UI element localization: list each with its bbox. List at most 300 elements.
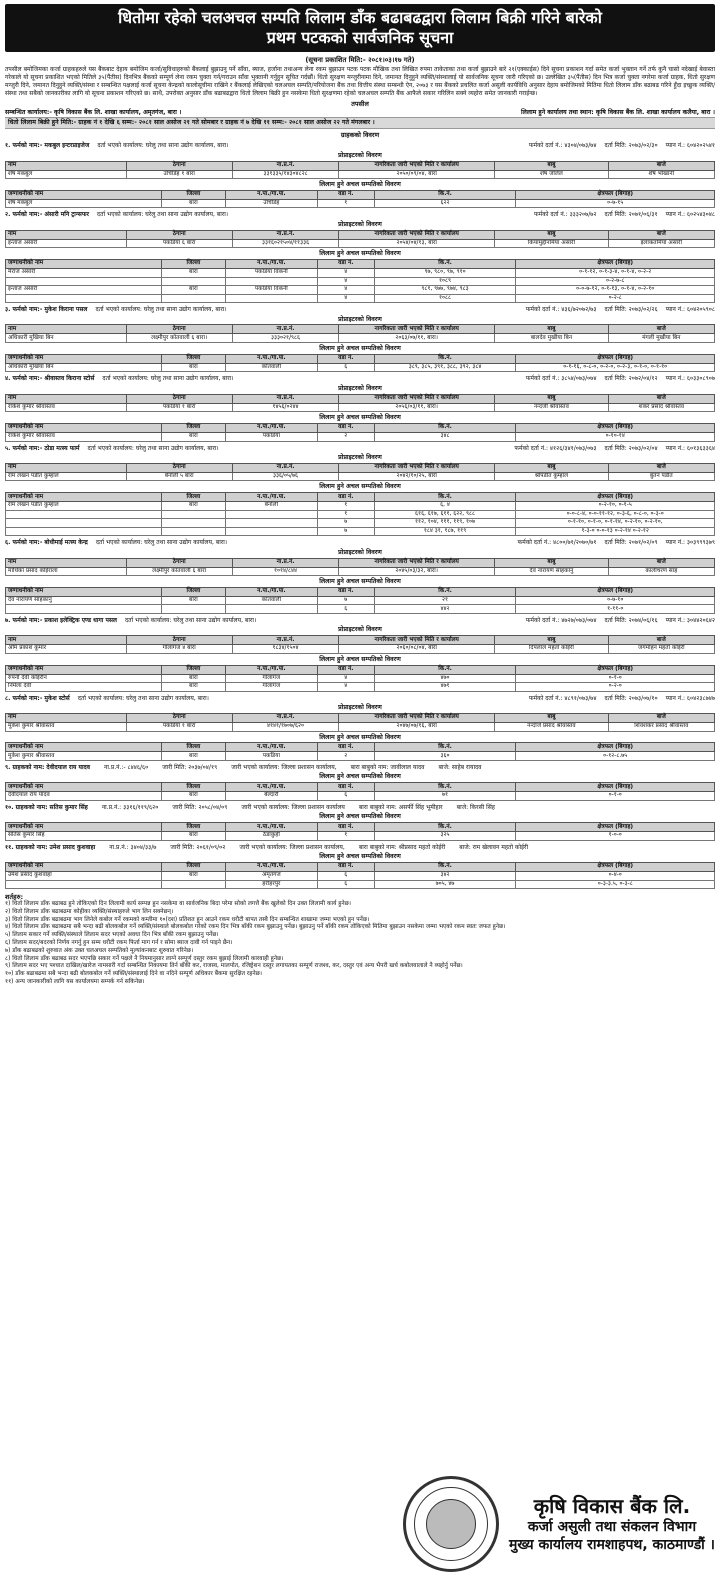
table-cell: ७१ (374, 792, 516, 801)
firm-section (5, 142, 715, 208)
column-header: ना.प्र.नं. (232, 325, 338, 334)
table-cell: पकडिया (225, 433, 317, 442)
column-header: नाम (6, 325, 127, 334)
table-cell: बारा (161, 433, 225, 442)
department-name: कर्जा असुली तथा संकलन विभाग (527, 1519, 697, 1535)
table-cell: ०-१२-८.७५ (516, 752, 715, 761)
firm-registration-date: दर्ता मिति: २०७३/०२/२६ (604, 306, 658, 314)
table-cell: ६ (317, 872, 374, 881)
firm-registration-office: दर्ता भएको कार्यालय: घरेलु तथा साना उद्योग कार्यालय, बारा। (87, 444, 219, 452)
table-cell: १०८९ (374, 277, 516, 286)
table-cell: २०६०/०८/०४, बारा (339, 645, 495, 654)
land-heading: लिलाम हुने अचल सम्पतिको विवरण (319, 733, 401, 741)
table-cell: ७ (317, 527, 374, 536)
intro-paragraph: तपसील बमोजिमका कर्जा ग्राहकहरुले यस बैंकबाट देहाय बमोजिम कर्जा/सुविधाहरुको बैंकलाई बुझाउनु पर्ने साँवा, ब्याज, हर्जाना तथाअन्य लेना रकम बुझाउन पटक पटक मौखिक तथा लिखित रुपमा ताकेताका तथा कर्जा बुझाउने बारे २१(एक्काईस) दिने सूचना प्रकाशन गर्दा समेत कर्जा भुक्तान गर्ने तर्फ कुनै चासो नदेखाई बेवास्ता गरेकाले यो सूचना प्रकाशित भएको मितिले ३५(पैंतीस) दिनभित्र बैंकको सम्पूर्ण लेना रकम चुक्ता गर्न/गराउन साँवा भुक्तानी गर्नुहुन सूचित गर्दछौं। धितो सुरक्षण मन्जुरीनामा दिने, जमानत दिनुहुने व्यक्ति/संस्थालाई यो सार्वजनिक सूचना जारी गरिएको छ। उल्लेखित ३५(पैंतीस) दिन भित्र कर्जा चुक्ता नगरेमा कर्जा ग्राहक, धितो सुरक्षण मन्जुरी दिने, जमानत दिनुहुने व्यक्ति/संस्था र सम्बन्धित पक्षलाई कर्जा सूचना केन्द्रको कालोसूचीमा राखिने र बैंकलाई लेखिएको चलअचल सम्पति/परियोजना बैंक तथा वित्तीय संस्था सम्बन्धी ऐन, २०७३ र यस बैंकको प्रचलित कर्जा असुली कार्यविधि अनुसार देहाय बमोजिमको मितिमा धितो लिलाम डाँक बढाबढ गरिने हुँदा इच्छुक व्यक्ति/संस्था तथा सबैको जानकारीका लागि यो सूचना प्रकाशन गरिएको छ। साथै, उपरोक्त अनुसार डाँक बढाबढद्वारा धितो लिलाम बिक्री हुन नसकेमा धितो सुरक्षणमा रहेको चलअचल सम्पति बैंक आफैले सकार गरिलिन सक्ने व्यहोरा समेत जानकारी गराईन्छ। (5, 66, 715, 97)
land-table (5, 822, 715, 841)
table-cell: राम लखन पंडीत कुम्हाल (6, 472, 127, 481)
terms-list (5, 901, 715, 987)
table-cell: १८४ ३१, १८७, ११९ (374, 527, 516, 536)
proprietor-table (5, 324, 715, 343)
client-detail: जारी मिति: २०५८/०४/०९ (172, 803, 228, 811)
individual-client-section (5, 764, 715, 801)
table-cell: ०-१-१६, ०-८-०, ०-२-०, ०-२-३, ०-१-०, ०-१-१० (516, 363, 715, 372)
table-header-row (6, 743, 715, 752)
firm-info-line (5, 539, 715, 547)
term-item: ९) लिलाम सदर भए पश्चात दाखिल/खारेज नामसारी गर्दा सम्बन्धित निकायमा तिर्न बाँकी कर, राजस्व, मालपोत, रजिष्ट्रेशन दस्तुर लगायतका सम्पूर्ण राजश्व, कर, दस्तुर एवं अन्य भैपरी खर्च कबोलवालाले नै व्यहोर्नु पर्नेछ। (5, 963, 463, 970)
firm-pan-number: प्यान नं.: ३०४४२०६४२ (665, 616, 715, 624)
firm-section (5, 445, 715, 537)
table-header-row (6, 665, 715, 674)
column-header: क्षेत्रफल (बिगाह) (516, 743, 715, 752)
firm-registration-office: दर्ता भएको कार्यालय: घरेलु तथा साना उद्योग कार्यालय, बारा। (97, 142, 229, 150)
firm-info-line (5, 375, 715, 383)
land-heading: लिलाम हुने अचल सम्पतिको विवरण (319, 655, 401, 663)
column-header: नाम (6, 463, 127, 472)
land-heading: लिलाम हुने अचल सम्पतिको विवरण (319, 414, 401, 422)
column-header: बाबु (495, 714, 608, 723)
proprietor-heading: प्रोप्राइटरको विवरण (338, 151, 382, 159)
client-detail: जारी भएको कार्यालय: जिल्ला प्रशासन कार्यालय (241, 803, 345, 811)
table-cell: ९८१, ९७७, ९७४, ९८३ (374, 286, 516, 295)
table-cell: ३३३०२१/९८६ (232, 334, 338, 343)
column-header: ना.प्र.नं. (232, 463, 338, 472)
table-cell: ४ (317, 277, 374, 286)
table-cell: गोलागंज ४ बारा (126, 645, 232, 654)
table-cell: ४४२ (374, 605, 516, 614)
firm-pan-number: प्यान नं.: ६०१३६३३६४ (665, 444, 715, 452)
table-cell: ३३१३३५/१४३०४८२८ (232, 170, 338, 179)
term-item: ११) अन्य जानकारीको लागि यस कार्यालयमा सम्पर्क गर्न सकिनेछ। (5, 978, 145, 985)
table-cell: ४ (317, 683, 374, 692)
column-header: जिल्ला (161, 863, 225, 872)
column-header: न.पा./गा.पा. (225, 823, 317, 832)
table-cell: निर्मला देवी (6, 683, 162, 692)
table-cell: पकडिया (225, 752, 317, 761)
column-header: कि.नं. (374, 743, 516, 752)
column-header: जिल्ला (161, 424, 225, 433)
column-header: क्षेत्रफल (बिगाह) (516, 783, 715, 792)
client-detail: बाजे: साहेब रायादव (438, 763, 482, 771)
firm-registration-office: दर्ता भएको कार्यालय: घरेलु तथा साना उद्योग कार्यालय, बारा। (95, 539, 228, 547)
table-cell: पकडिया १ बारा (126, 723, 232, 732)
column-header: जग्गाधनीको नाम (6, 260, 162, 269)
proprietor-table (5, 394, 715, 413)
table-cell: बालदेव मुखीया बिन (495, 334, 608, 343)
table-row (6, 269, 715, 278)
column-header: नागरिकता जारी भएको मिति र कार्यालय (339, 558, 495, 567)
table-cell: ०-७-१५ (516, 199, 715, 208)
table-cell: सतिस कुमार सिंह (6, 832, 162, 841)
table-header-row (6, 587, 715, 596)
table-cell: ०-२-१०, ०-१-५ (516, 502, 715, 511)
column-header: ठेगाना (126, 325, 232, 334)
column-header: ना.प्र.नं. (232, 636, 338, 645)
table-cell: ०-०-८-४, ०-०-११-१२, ०-३-६, ०-८-०, ०-३-० (516, 510, 715, 519)
table-cell: १८३४/१५०४ (232, 645, 338, 654)
column-header: बाबु (495, 394, 608, 403)
land-table (5, 862, 715, 889)
table-cell (225, 519, 317, 528)
table-row (6, 567, 715, 576)
column-header: बाबु (495, 230, 608, 239)
table-cell (6, 527, 162, 536)
table-cell: ७०५, ४७ (374, 880, 516, 889)
bank-name: कृषि विकास बैंक लि. (533, 1494, 691, 1518)
table-cell: देवीदयाल राय यादव (6, 792, 162, 801)
table-cell: बारा (161, 752, 225, 761)
firm-name: २. फर्मको नाम:- अंसारी मनि ट्रान्सफर (5, 211, 89, 219)
column-header: न.पा./गा.पा. (225, 863, 317, 872)
column-header: न.पा./गा.पा. (225, 424, 317, 433)
table-cell: ३२५ (374, 832, 516, 841)
table-row (6, 674, 715, 683)
table-cell: शिवशंकर प्रसाद श्रीवास्तव (608, 723, 714, 732)
table-row (6, 433, 715, 442)
table-cell: २०५४/०४/१३, बारा (339, 239, 495, 248)
term-item: ७) डाँक बढाबढको शुरुवात अंक उक्त चलअचल सम्पतिको मूल्यांकनबाट शुरुवात गरिनेछ। (5, 947, 194, 954)
footer (5, 1474, 715, 1574)
column-header: बाजे (608, 636, 714, 645)
column-header: जिल्ला (161, 260, 225, 269)
firm-registration-date: दर्ता मिति: २०७१/०६/३१ (604, 211, 658, 219)
table-cell: बारा (161, 502, 225, 511)
client-detail: ना.प्र.नं.: ३३१६/११९/६२० (101, 803, 159, 811)
table-cell: ३८९, ३८५, ३९१, ३८८, ३९२, ३८४ (374, 363, 516, 372)
term-item: १) धितो लिलाम डाँक बढाबढ हुने तोकिएको दिन लिलामी कार्य सम्पन्न हुन नसकेमा वा सार्वजनिक बिदा परेमा सोको लगत्तै बैंक खुलेको दिन उक्त लिलामी कार्य हुनेछ। (5, 901, 352, 908)
proprietor-heading: प्रोप्राइटरको विवरण (338, 626, 382, 634)
table-cell: ०-४-० (516, 872, 715, 881)
table-cell: ३६० (374, 752, 516, 761)
column-header: नागरिकता जारी भएको मिति र कार्यालय (339, 463, 495, 472)
table-cell: कोतवाली (225, 363, 317, 372)
table-row (6, 527, 715, 536)
proprietor-heading: प्रोप्राइटरको विवरण (338, 548, 382, 556)
column-header: नाम (6, 714, 127, 723)
table-row (6, 832, 715, 841)
table-cell: बारा (161, 674, 225, 683)
table-cell: ओम प्रकाश कुमार (6, 645, 127, 654)
firm-pan-number: प्यान नं.: ३०३९९९३७९ (665, 539, 715, 547)
firm-registration-number: फर्मको दर्ता नं.: ४१२६/३४१/०७३/०७३ (514, 444, 597, 452)
column-header: जग्गाधनीको नाम (6, 863, 162, 872)
firm-name: ७. फर्मको नाम:- प्रकाश इलेक्ट्रिक एण्ड धागा पसल (5, 616, 117, 624)
column-header: न.पा./गा.पा. (225, 493, 317, 502)
individual-client-section (5, 804, 715, 841)
column-header: न.पा./गा.पा. (225, 587, 317, 596)
table-cell (161, 510, 225, 519)
table-cell: बारा (161, 199, 225, 208)
table-row (6, 239, 715, 248)
proprietor-heading: प्रोप्राइटरको विवरण (338, 454, 382, 462)
table-cell: पकडिया विकनी (225, 269, 317, 278)
firm-name: १. फर्मको नाम:- मकबुल इन्टरप्राइजेज (5, 142, 90, 150)
land-table (5, 492, 715, 536)
column-header: जग्गाधनीको नाम (6, 354, 162, 363)
table-cell (6, 880, 162, 889)
column-header: वडा नं. (317, 354, 374, 363)
firm-registration-number: फर्मको दर्ता नं.: ४३६/७२०७२/७३ (525, 306, 597, 314)
table-row (6, 723, 715, 732)
table-cell: इलाकतमिया अंसारी (608, 239, 714, 248)
firm-registration-office: दर्ता भएको कार्यालय: घरेलु तथा साना उद्योग कार्यालय, बारा। (77, 694, 209, 702)
term-item: ४) धितो लिलाम डाँक बढाबढमा सबै भन्दा बढी बोलकबोल गर्ने व्यक्ति/संस्थाले बोलकबोल गरेको रकम दिन भित्र बाँकी रकम बुझाउनु पर्नेछ। बुझाउनु पर्ने बाँकी रकम तोकिएको मितिमा बुझाउन नसकेमा जम्मा भएको रकम स्वतः जफत हुनेछ। (5, 924, 506, 931)
table-cell: जगमोहन महतो कोईरी (608, 645, 714, 654)
table-cell: श्रीपंडीत कुम्हाल (495, 472, 608, 481)
column-header: कि.नं. (374, 665, 516, 674)
land-table (5, 665, 715, 692)
publication-date: (सूचना प्रकाशित मिति:- २०८१।०३।१७ गते) (305, 56, 415, 64)
firm-registration-date: दर्ता मिति: २०७१/०२/०९ (604, 539, 658, 547)
table-row (6, 170, 715, 179)
table-row (6, 683, 715, 692)
column-header: जग्गाधनीको नाम (6, 743, 162, 752)
table-cell: बेनौली ५ बारा (126, 472, 232, 481)
table-cell: १-०-० (516, 832, 715, 841)
column-header: क्षेत्रफल (बिगाह) (516, 493, 715, 502)
table-header-row (6, 161, 715, 170)
firm-registration-office: दर्ता भएको कार्यालय: घरेलु तथा साना उद्योग कार्यालय, बारा। (102, 375, 234, 383)
table-header-row (6, 493, 715, 502)
column-header: नागरिकता जारी भएको मिति र कार्यालय (339, 230, 495, 239)
table-cell: ९७, ९८०, ९७, ९१० (374, 269, 516, 278)
table-cell: ४ (317, 286, 374, 295)
table-header-row (6, 823, 715, 832)
table-row (6, 519, 715, 528)
table-cell: १ (317, 832, 374, 841)
column-header: जिल्ला (161, 493, 225, 502)
seal-emblem-icon (426, 1499, 476, 1549)
table-cell: ४ (317, 269, 374, 278)
table-cell: १-३-० ०-०-१३ ०-२-१४ ०-२-१२ (516, 527, 715, 536)
column-header: जिल्ला (161, 823, 225, 832)
land-heading: लिलाम हुने अचल सम्पतिको विवरण (319, 853, 401, 861)
column-header: ठेगाना (126, 463, 232, 472)
table-cell: २०५६/०३/११, बारा। (339, 403, 495, 412)
column-header: जिल्ला (161, 354, 225, 363)
firm-registration-date: दर्ता मिति: २०७४/०६/१६ (604, 616, 658, 624)
table-cell: ०-३-३.५, ०-३-८ (516, 880, 715, 889)
term-item: १०) डाँक बढाबढमा सबै भन्दा बढी बोलकबोल गर्ने व्यक्ति/संस्थालाई दिने वा नदिने सम्पूर्ण अधिकार बैंकमा सुरक्षित रहनेछ। (5, 971, 262, 978)
firm-info-line (5, 306, 715, 314)
firm-name: ६. फर्मको नाम:- बोधीमाई मत्स्य केन्द्र (5, 539, 88, 547)
table-header-row (6, 714, 715, 723)
column-header: क्षेत्रफल (बिगाह) (516, 190, 715, 199)
individual-client-section (5, 844, 715, 889)
head-office: मुख्य कार्यालय रामशाहपथ, काठमाण्डौं । (508, 1536, 715, 1553)
table-cell (6, 519, 162, 528)
table-cell (161, 277, 225, 286)
firm-registration-date: दर्ता मिति: २०७२/०४/१२ (604, 375, 658, 383)
term-item: ३) धितो लिलाम डाँक बढाबढमा भाग लिनेले कबोल गर्ने रकमको कम्तीमा १०(दश) प्रतिशत हुन आउने रकम धरौटी बापत तस्वै दिन सम्बन्धित शाखामा जम्मा भएको हुन पर्नेछ। (5, 916, 370, 923)
table-header-row (6, 354, 715, 363)
firm-registration-number: फर्मको दर्ता नं.: ४७२७/०७३/०७४ (525, 616, 597, 624)
land-table (5, 190, 715, 209)
client-detail: ना.प्र.नं.:- ८४४६/६० (104, 763, 149, 771)
table-cell: बारा (161, 832, 225, 841)
column-header: बाबु (495, 636, 608, 645)
proprietor-table (5, 230, 715, 249)
proprietor-table (5, 161, 715, 180)
table-cell: ४७१ (374, 683, 516, 692)
column-header: वडा नं. (317, 424, 374, 433)
firm-registration-number: फर्मको दर्ता नं.: ४८९१/०७३/७४ (528, 694, 597, 702)
firm-list (5, 142, 715, 761)
table-cell: ४ (317, 294, 374, 303)
column-header: ठेगाना (126, 161, 232, 170)
column-header: ठेगाना (126, 636, 232, 645)
related-office: सम्बन्धित कार्यालय:- कृषि विकास बैंक लि. शाखा कार्यालय, अमृतगंज, बारा । (5, 108, 182, 116)
firm-pan-number: प्यान नं.: ६०४२०२५४१ (665, 142, 715, 150)
table-header-row (6, 463, 715, 472)
column-header: ना.प्र.नं. (232, 230, 338, 239)
firm-registration-date: दर्ता मिति: २०७३/०२/३० (604, 142, 658, 150)
column-header: वडा नं. (317, 260, 374, 269)
proprietor-heading: प्रोप्राइटरको विवरण (338, 384, 382, 392)
column-header: नागरिकता जारी भएको मिति र कार्यालय (339, 394, 495, 403)
table-header-row (6, 863, 715, 872)
table-row (6, 363, 715, 372)
table-cell: ०-१-० (516, 674, 715, 683)
table-cell: कियामुद्दीनमिया अंसारी (495, 239, 608, 248)
table-cell: बारा (161, 596, 225, 605)
column-header: न.पा./गा.पा. (225, 783, 317, 792)
tapsil-heading: तपसील (351, 99, 369, 108)
table-cell (161, 527, 225, 536)
table-cell: रुपनी देवी कोईरीन (6, 674, 162, 683)
table-cell: लक्ष्मीपुर कोतवाली ६ बारा (126, 567, 232, 576)
client-details-heading: ग्राहकको विवरण (340, 131, 380, 140)
column-header: वडा नं. (317, 665, 374, 674)
table-row (6, 596, 715, 605)
table-row (6, 645, 715, 654)
table-cell (161, 294, 225, 303)
table-row (6, 752, 715, 761)
column-header: ना.प्र.नं. (232, 394, 338, 403)
table-cell: ठेडाकुही (225, 832, 317, 841)
column-header: क्षेत्रफल (बिगाह) (516, 354, 715, 363)
column-header: कि.नं. (374, 493, 516, 502)
table-cell: ६ (317, 605, 374, 614)
column-header: जग्गाधनीको नाम (6, 587, 162, 596)
firm-registration-number: फर्मको दर्ता नं.: ४८००/७१/२०७०/७१ (517, 539, 597, 547)
table-cell: गोलागंज (225, 674, 317, 683)
firm-registration-office: दर्ता भएको कार्यालय: घरेलु तथा साना उद्योग कार्यालय, बारा। (95, 306, 227, 314)
land-table (5, 742, 715, 761)
firm-section (5, 375, 715, 441)
table-cell: १०८८ (374, 294, 516, 303)
column-header: वडा नं. (317, 493, 374, 502)
table-cell: २०४७/०७/१६, बारा (339, 723, 495, 732)
table-cell: २०६३/०७/११, बारा। (339, 334, 495, 343)
table-cell: बारा (161, 286, 225, 295)
firm-pan-number: प्यान नं.: ६०४२०५९०८ (665, 306, 715, 314)
column-header: ठेगाना (126, 714, 232, 723)
table-cell: बारा (161, 363, 225, 372)
table-row (6, 277, 715, 286)
table-cell: कालीचरण साह (608, 567, 714, 576)
bank-seal-logo (403, 1476, 499, 1572)
table-row (6, 403, 715, 412)
client-detail: जारी भएको कार्यालय: जिल्ला प्रशासन कार्यालय, (239, 843, 345, 851)
table-cell (161, 880, 225, 889)
firm-registration-number: फर्मको दर्ता नं.: ३३३२०७/७२ (534, 211, 597, 219)
table-cell: ०-२-८ (516, 294, 715, 303)
table-cell: ७ (317, 519, 374, 528)
term-item: ५) लिलाम सकार गर्ने व्यक्ति/संस्थाले लिलाम सदर भएको अवधा दिन भित्र बाँकी रकम बुझाउनु पर्नेछ। (5, 932, 219, 939)
client-detail: बारा बाबुको नाम: श्रीप्रसाद महतो कोईरी (358, 843, 446, 851)
column-header: कि.नं. (374, 823, 516, 832)
column-header: नागरिकता जारी भएको मिति र कार्यालय (339, 161, 495, 170)
client-detail: बारा बाबुको नाम: जावीलाल यादव (350, 763, 425, 771)
proprietor-heading: प्रोप्राइटरको विवरण (338, 315, 382, 323)
banner-line-1: धितोमा रहेको चलअचल सम्पति लिलाम डाँक बढाबढद्वारा लिलाम बिक्री गरिने बारेको (118, 8, 602, 27)
column-header: नागरिकता जारी भएको मिति र कार्यालय (339, 325, 495, 334)
table-row (6, 880, 715, 889)
office-line (5, 109, 715, 117)
notice-banner (5, 4, 715, 52)
table-cell: २ (317, 752, 374, 761)
table-cell: माधिका प्रसाद कोईराला (6, 567, 127, 576)
table-cell: लक्ष्मीपुर कोतवाली ६ बारा। (126, 334, 232, 343)
table-cell: नन्दजि प्रसाद श्रीवास्तव (495, 723, 608, 732)
table-cell: ३४२ (374, 872, 516, 881)
table-cell (161, 605, 225, 614)
client-detail: बाजे: किरसी सिंह (456, 803, 495, 811)
column-header: क्षेत्रफल (बिगाह) (516, 863, 715, 872)
firm-info-line (5, 445, 715, 453)
table-cell: ६२२ (374, 199, 516, 208)
column-header: वडा नं. (317, 587, 374, 596)
column-header: कि.नं. (374, 587, 516, 596)
column-header: कि.नं. (374, 783, 516, 792)
table-cell (225, 527, 317, 536)
table-row (6, 502, 715, 511)
table-cell: शंकर प्रसाद श्रीवास्तव (608, 403, 714, 412)
table-row (6, 605, 715, 614)
table-cell: बारा (161, 792, 225, 801)
column-header: न.पा./गा.पा. (225, 354, 317, 363)
table-cell: राकेश कुमार श्रीवास्तव (6, 403, 127, 412)
table-cell: मुकेश कुमार श्रीवास्तव (6, 752, 162, 761)
table-cell: गोलागंज (225, 683, 317, 692)
table-cell (6, 294, 162, 303)
table-cell: बुतन पंडीत (608, 472, 714, 481)
table-cell: देव नारायण साहकानु (6, 596, 162, 605)
table-cell: ६ (317, 880, 374, 889)
firm-registration-date: दर्ता मिति: २०७३/०२/०४ (604, 444, 658, 452)
table-cell: पकडिया १ बारा (126, 403, 232, 412)
land-heading: लिलाम हुने अचल सम्पतिको विवरण (319, 181, 401, 189)
column-header: जग्गाधनीको नाम (6, 665, 162, 674)
client-detail: ना.प्र.नं.: ३४०४/३३/७ (109, 843, 157, 851)
land-heading: लिलाम हुने अचल सम्पतिको विवरण (319, 250, 401, 258)
table-cell: दिपलाल महतो कोईरी (495, 645, 608, 654)
column-header: नाम (6, 558, 127, 567)
land-table (5, 259, 715, 303)
column-header: जिल्ला (161, 190, 225, 199)
firm-registration-number: फर्मको दर्ता नं.: ४३०४/०७३/७४ (528, 142, 597, 150)
table-header-row (6, 190, 715, 199)
table-cell: ३४८ (374, 433, 516, 442)
table-cell: उचिडिह १ बारा (126, 170, 232, 179)
table-cell: पकडिया ६ बारा (126, 239, 232, 248)
table-cell: शेष मकबुल (6, 170, 127, 179)
client-detail: जारी भएको कार्यालय: जिल्ला प्रशासन कार्यालय, (231, 763, 337, 771)
table-cell: उचिडिह (225, 199, 317, 208)
column-header: नागरिकता जारी भएको मिति र कार्यालय (339, 636, 495, 645)
column-header: बाबु (495, 463, 608, 472)
table-cell: मेराज अंसारी (6, 269, 162, 278)
